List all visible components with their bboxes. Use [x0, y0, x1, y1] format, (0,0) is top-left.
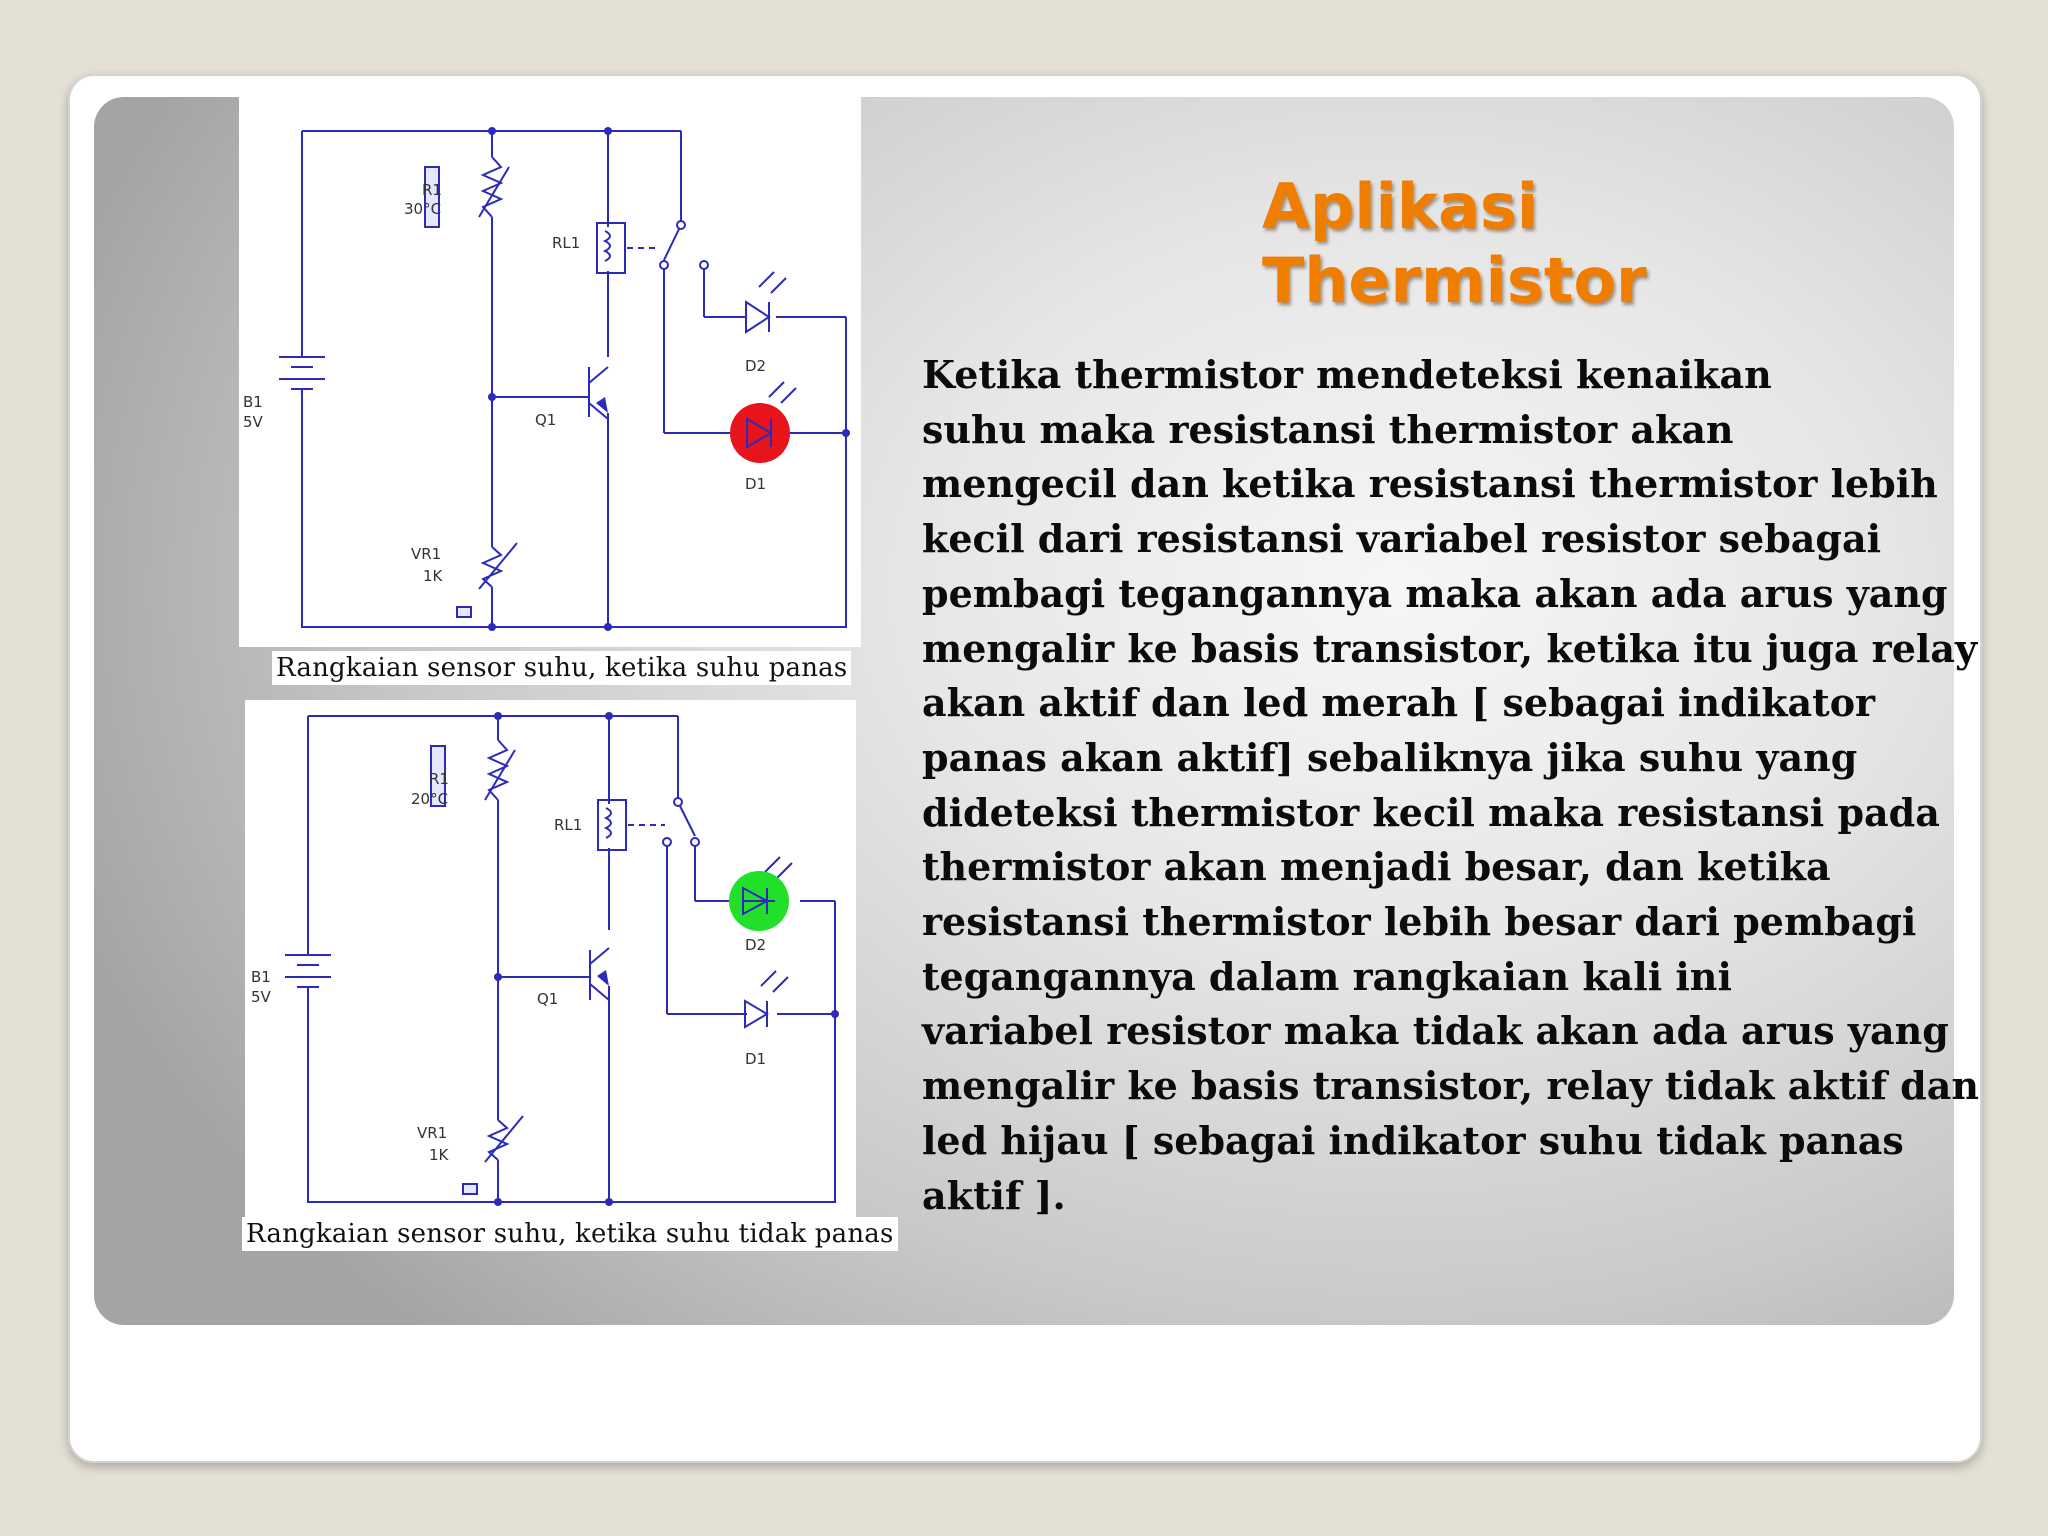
- body-line: dideteksi thermistor kecil maka resistansi pada: [922, 789, 1940, 835]
- slide-body-text: [922, 348, 1980, 1223]
- body-line: panas akan aktif] sebaliknya jika suhu yang: [922, 734, 1858, 780]
- label-vr1-value: 1K: [423, 567, 443, 585]
- body-line: resistansi thermistor lebih besar dari pembagi: [922, 899, 1917, 945]
- label-b1: B1: [243, 393, 263, 411]
- label-r1-temp: 30°C: [404, 200, 442, 218]
- label-r1-temp: 20°C: [411, 790, 449, 808]
- label-d2: D2: [745, 936, 767, 954]
- body-line: tegangannya dalam rangkaian kali ini: [922, 953, 1732, 999]
- body-line: suhu maka resistansi thermistor akan: [922, 406, 1734, 452]
- label-q1: Q1: [535, 411, 557, 429]
- body-line: pembagi tegangannya maka akan ada arus yang: [922, 570, 1948, 616]
- label-rl1: RL1: [554, 816, 583, 834]
- body-line: Ketika thermistor mendeteksi kenaikan: [922, 352, 1772, 397]
- body-line: kecil dari resistansi variabel resistor sebagai: [922, 516, 1882, 562]
- label-b1: B1: [251, 968, 271, 986]
- title-line: Thermistor: [1262, 244, 1647, 317]
- circuit-diagram-cold: [245, 700, 856, 1220]
- label-vr1: VR1: [411, 545, 442, 563]
- circuit-cold-svg: [245, 700, 856, 1220]
- label-d1: D1: [745, 475, 767, 493]
- label-d1: D1: [745, 1050, 767, 1068]
- body-line: thermistor akan menjadi besar, dan ketika: [922, 844, 1831, 890]
- label-r1: R1: [429, 770, 449, 788]
- label-b1-volt: 5V: [251, 988, 271, 1006]
- label-rl1: RL1: [552, 234, 581, 252]
- slide-title: [1262, 170, 1647, 318]
- body-line: variabel resistor maka tidak akan ada arus yang: [922, 1008, 1949, 1054]
- label-r1: R1: [422, 181, 442, 199]
- body-line: led hijau [ sebagai indikator suhu tidak panas: [922, 1117, 1904, 1163]
- caption-hot: Rangkaian sensor suhu, ketika suhu panas: [272, 651, 851, 685]
- body-line: mengalir ke basis transistor, relay tidak aktif dan: [922, 1063, 1980, 1109]
- label-d2: D2: [745, 357, 767, 375]
- body-line: mengalir ke basis transistor, ketika itu juga relay: [922, 625, 1978, 671]
- label-q1: Q1: [537, 990, 559, 1008]
- circuit-diagram-hot: [239, 97, 861, 647]
- label-b1-volt: 5V: [243, 413, 263, 431]
- body-line: aktif ].: [922, 1172, 1066, 1218]
- body-line: akan aktif dan led merah [ sebagai indikator: [922, 680, 1876, 726]
- caption-cold: Rangkaian sensor suhu, ketika suhu tidak panas: [242, 1217, 898, 1251]
- label-vr1-value: 1K: [429, 1146, 449, 1164]
- body-line: mengecil dan ketika resistansi thermistor lebih: [922, 461, 1938, 507]
- label-vr1: VR1: [417, 1124, 448, 1142]
- led-d1-lit: [730, 403, 790, 463]
- circuit-hot-svg: [239, 97, 861, 647]
- title-line: Aplikasi: [1262, 170, 1539, 243]
